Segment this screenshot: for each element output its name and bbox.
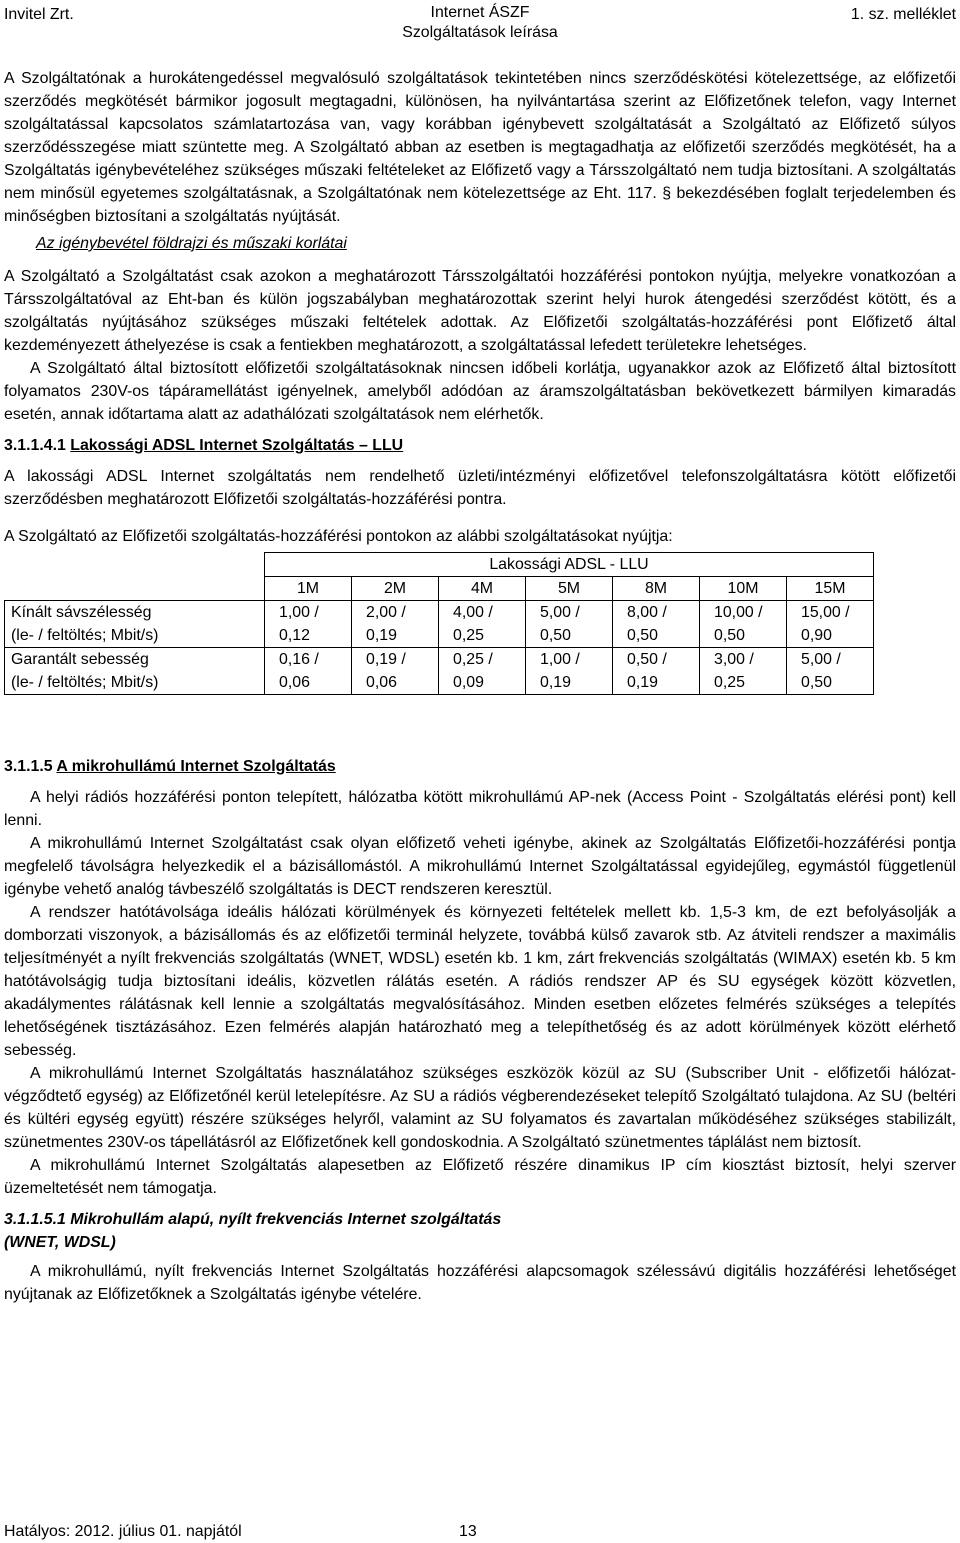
table-cell: 3,00 / 0,25: [700, 648, 787, 695]
paragraph-obligation: A Szolgáltatónak a hurokátengedéssel megvalósuló szolgáltatások tekintetében nincs szerződéskötési kötelezettsége, az előfizetői szerződés megkötését bármikor jogosult megtagadni, különösen, ha nyilvántartása szerint az Előfizetőnek telefon, vagy Internet szolgáltatással kapcsolatos számlatartozása van, vagy korábban igénybevett szolgáltatását a Szolgáltató az Előfizető súlyos szerződésszegése miatt szüntette meg. A Szolgáltató abban az esetben is megtagadhatja az előfizetői szerződés megkötését, ha a Szolgáltatás igénybevételéhez szükséges műszaki feltételeket az Előfizető vagy a Társszolgáltató nem tudja biztosítani. A szolgáltatás nem minősül egyetemes szolgáltatásnak, a Szolgáltatónak nem kötelezettsége az Eht. 117. § bekezdésében foglalt terjedelemben és minőségben biztosítani a szolgáltatás nyújtását.: [4, 70, 956, 225]
paragraph-microwave-eligibility: A mikrohullámú Internet Szolgáltatást csak olyan előfizető veheti igénybe, akinek az Szolgáltatás Előfizetői-hozzáférési pontja megfelelő távolságra helyezkedik el a bázisállomástól. A mikrohullámú Internet Szolgáltatással egyidejűleg, egymástól függetlenül igénybe vehető analóg távbeszélő szolgáltatás is DECT rendszeren keresztül.: [4, 835, 956, 898]
paragraph-power: A Szolgáltató által biztosított előfizetői szolgáltatásoknak nincsen időbeli korlátja, ugyanakkor azok az Előfizető által biztosított folyamatos 230V-os tápáramellátást igényelnek, amelyből adódóan az áramszolgáltatásban bekövetkezett bármilyen kimaradás esetén, annak időtartama alatt az adathálózati szolgáltatások nem elérhetők.: [4, 360, 956, 423]
section-number-adsl: 3.1.1.4.1: [4, 437, 71, 454]
table-cell: 0,25 / 0,09: [439, 648, 526, 695]
section-title-microwave: A mikrohullámú Internet Szolgáltatás: [56, 758, 336, 775]
paragraph-adsl-restriction: A lakossági ADSL Internet szolgáltatás nem rendelhető üzleti/intézményi előfizetővel telefonszolgáltatásra kötött előfizetői szerződésben meghatározott Előfizetői szolgáltatás-hozzáférési pontra.: [4, 468, 956, 508]
table-row-guaranteed: [5, 648, 874, 695]
table-cell: 0,50 / 0,19: [613, 648, 700, 695]
column-header: 2M: [352, 577, 439, 601]
column-header: 5M: [526, 577, 613, 601]
row-label: Garantált sebesség (le- / feltöltés; Mbit/s): [5, 648, 265, 695]
paragraph-access-points: A Szolgáltató a Szolgáltatást csak azokon a meghatározott Társszolgáltatói hozzáférési pontokon nyújtja, melyekre vonatkozóan a Társszolgáltatóval az Eht-ban és külön jogszabályban meghatározottak szerint helyi hurok átengedési szerződést kötött, és a szolgáltatás nyújtásához szükséges műszaki feltételek adottak. Az Előfizetői szolgáltatás-hozzáférési pont Előfizető által kezdeményezett áthelyezése is csak a fentiekben meghatározott, a szolgáltatással lefedett területekre lehetséges.: [4, 268, 956, 354]
table-cell: 1,00 / 0,19: [526, 648, 613, 695]
column-header: 4M: [439, 577, 526, 601]
paragraph-adsl-intro: A Szolgáltató az Előfizetői szolgáltatás-hozzáférési pontokon az alábbi szolgáltatásokat nyújtja:: [4, 528, 673, 545]
table-cell: 8,00 / 0,50: [613, 601, 700, 648]
section-heading-microwave: [4, 755, 956, 778]
header-title: [4, 3, 956, 43]
section-heading-adsl: [4, 434, 956, 457]
paragraph-microwave-range: A rendszer hatótávolsága ideális hálózati körülmények és környezeti feltételek mellett kb. 1,5-3 km, de ezt befolyásolják a domborzati viszonyok, a bázisállomás és az előfizetői terminál helyzete, továbbá külső zavarok stb. Az átviteli rendszer a maximális teljesítményét a nyílt frekvenciás szolgáltatás (WNET, WDSL) esetén kb. 1 km, zárt frekvenciás szolgáltatás (WIMAX) esetén kb. 5 km hatótávolságig tudja biztosítani ideális, közvetlen rálátás esetén. A rádiós rendszer AP és SU egységek között közvetlen, akadálymentes rálátásnak kell lennie a szolgáltatás megvalósításához. Minden esetben előzetes felmérés szükséges a telepítés lehetőségének tisztázásához. Ezen felmérés alapján határozható meg a telepíthetőség és az adott körülmények között elérhető sebesség.: [4, 904, 956, 1059]
section-heading-limits: Az igénybevétel földrajzi és műszaki korlátai: [36, 235, 347, 252]
paragraph-wnet: A mikrohullámú, nyílt frekvenciás Internet Szolgáltatás hozzáférési alapcsomagok szélessávú digitális hozzáférési lehetőséget nyújtanak az Előfizetőknek a Szolgáltatás igénybe vételére.: [4, 1263, 956, 1303]
page-footer: [4, 1520, 477, 1543]
paragraph-microwave-su: A mikrohullámú Internet Szolgáltatás használatához szükséges eszközök közül az SU (Subscriber Unit - előfizetői hálózat-végződtető egység) az Előfizetőnél kerül letelepítésre. Az SU a rádiós végberendezéseket telepítő Szolgáltató tulajdona. Az SU (beltéri és kültéri egység együtt) részére szükséges helyről, valamint az SU folyamatos és zavartalan működéséhez szükséges stabilizált, szünetmentes 230V-os tápellátásról az Előfizetőnek kell gondoskodnia. A Szolgáltató szünetmentes táplálást nem biztosít.: [4, 1065, 956, 1151]
table-cell: 1,00 / 0,12: [265, 601, 352, 648]
table-group-header: Lakossági ADSL - LLU: [265, 553, 874, 577]
page-number: 13: [459, 1523, 477, 1540]
table-cell: 15,00 / 0,90: [787, 601, 874, 648]
table-cell: 5,00 / 0,50: [787, 648, 874, 695]
document-body: [4, 67, 956, 1306]
section-heading-wnet-line1: 3.1.1.5.1 Mikrohullám alapú, nyílt frekvenciás Internet szolgáltatás: [4, 1211, 502, 1228]
header-title-line1: Internet ÁSZF: [430, 4, 530, 21]
page-header: [4, 3, 956, 43]
column-header: 15M: [787, 577, 874, 601]
paragraph-microwave-ip: A mikrohullámú Internet Szolgáltatás alapesetben az Előfizető részére dinamikus IP cím kiosztást biztosít, helyi szerver üzemeltetését nem támogatja.: [4, 1157, 956, 1197]
paragraph-microwave-ap: A helyi rádiós hozzáférési ponton telepített, hálózatba kötött mikrohullámú AP-nek (Access Point - Szolgáltatás elérési pont) kell lenni.: [4, 789, 956, 829]
table-cell: 4,00 / 0,25: [439, 601, 526, 648]
header-company: Invitel Zrt.: [4, 6, 74, 23]
footer-effective-date: Hatályos: 2012. július 01. napjától: [4, 1523, 242, 1540]
adsl-speed-table: [4, 552, 874, 695]
table-cell: 2,00 / 0,19: [352, 601, 439, 648]
table-row-offered: [5, 601, 874, 648]
column-header: 8M: [613, 577, 700, 601]
column-header: 1M: [265, 577, 352, 601]
table-cell: 10,00 / 0,50: [700, 601, 787, 648]
header-title-line2: Szolgáltatások leírása: [402, 24, 558, 41]
table-cell: 5,00 / 0,50: [526, 601, 613, 648]
table-cell: 0,16 / 0,06: [265, 648, 352, 695]
table-cell: 0,19 / 0,06: [352, 648, 439, 695]
section-title-adsl: Lakossági ADSL Internet Szolgáltatás – LLU: [70, 437, 404, 454]
row-label: Kínált sávszélesség (le- / feltöltés; Mbit/s): [5, 601, 265, 648]
section-heading-wnet-line2: (WNET, WDSL): [4, 1234, 116, 1251]
section-heading-wnet: [4, 1208, 956, 1254]
section-number-microwave: 3.1.1.5: [4, 758, 57, 775]
column-header: 10M: [700, 577, 787, 601]
header-annex: 1. sz. melléklet: [850, 6, 956, 23]
